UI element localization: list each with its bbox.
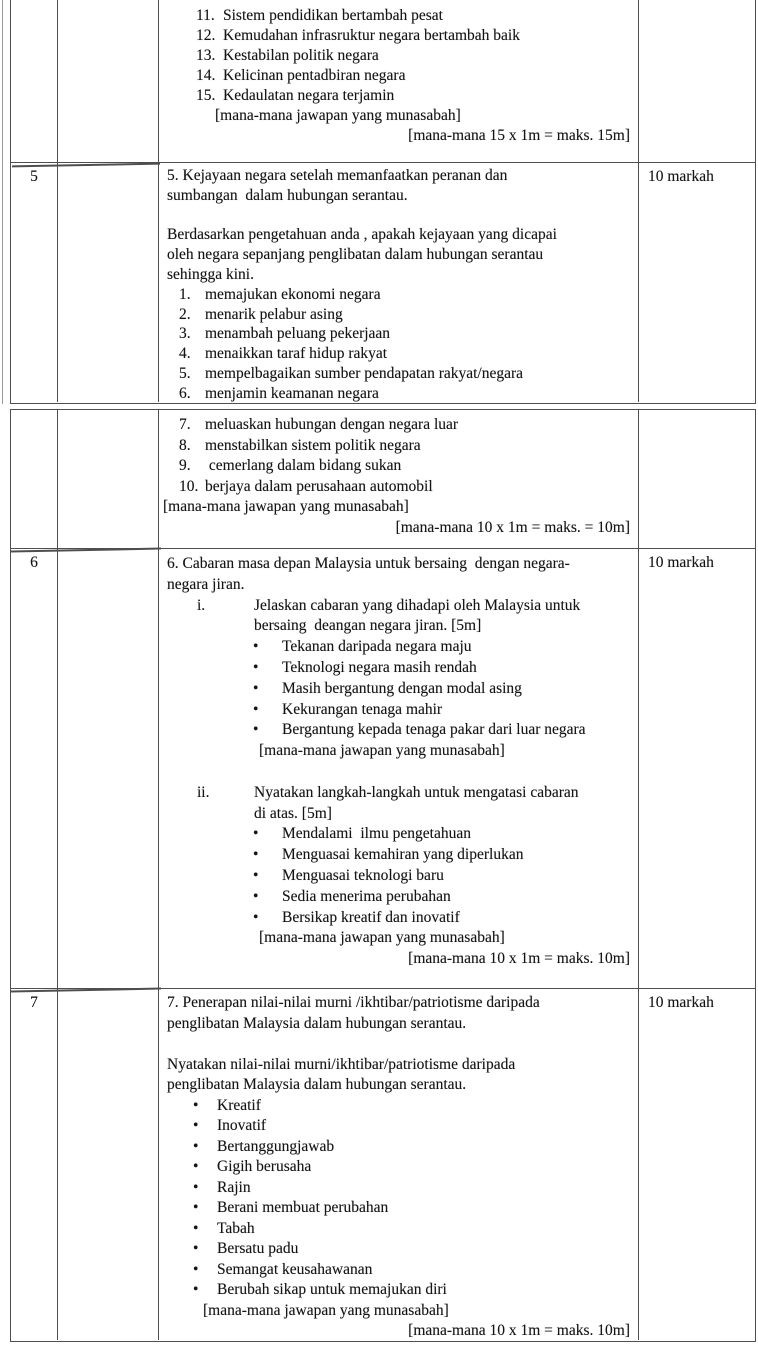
text-line (159, 637, 638, 658)
line-text: Teknologi negara masih rendah (282, 658, 477, 676)
answer-content-cell (159, 549, 639, 988)
line-text: menjamin keamanan negara (205, 384, 379, 402)
list-number-marker: 7. (179, 416, 191, 433)
blank-cell (58, 989, 159, 1340)
marks-cell (639, 0, 755, 162)
line-text: Sedia menerima perubahan (282, 887, 451, 905)
bullet-marker: • (193, 1281, 199, 1298)
text-line (159, 324, 638, 344)
list-number-marker: 12. (196, 27, 216, 44)
text-line (159, 1239, 638, 1260)
text-line: penglibatan Malaysia dalam hubungan serantau. (167, 1076, 467, 1093)
text-line (159, 700, 638, 721)
bullet-marker: • (193, 1240, 199, 1257)
line-text: Berubah sikap untuk memajukan diri (217, 1281, 447, 1298)
blank-line (159, 206, 638, 226)
line-text: menarik pelabur asing (205, 305, 343, 323)
text-line (159, 86, 638, 106)
line-text: Gigih berusaha (217, 1158, 312, 1175)
list-number-marker: 10. (179, 477, 199, 495)
line-text: Tekanan daripada negara maju (282, 638, 472, 656)
text-line (159, 845, 638, 866)
list-number-marker: 15. (196, 87, 216, 104)
text-line (159, 596, 638, 617)
text-line: [mana-mana jawapan yang munasabah] (259, 929, 505, 947)
line-text: Mendalami ilmu pengetahuan (282, 825, 471, 843)
text-line: Berdasarkan pengetahuan anda , apakah kejayaan yang dicapai (167, 226, 557, 244)
bullet-marker: • (253, 721, 259, 739)
bullet-marker: • (253, 658, 259, 676)
text-line: 7. Penerapan nilai-nilai murni /ikhtibar/patriotisme daripada (167, 994, 540, 1011)
marks-cell: 10 markah (648, 994, 714, 1011)
blank-cell (58, 410, 159, 548)
bullet-marker: • (193, 1096, 199, 1114)
line-text: Sistem pendidikan bertambah pesat (223, 7, 443, 24)
text-line (159, 679, 638, 700)
marks-cell (639, 410, 755, 548)
text-line: 6. Cabaran masa depan Malaysia untuk bersaing dengan negara- (167, 555, 570, 572)
question-number-cell: 5 (11, 163, 58, 402)
text-line (159, 887, 638, 908)
list-number-marker: 6. (179, 384, 191, 402)
list-number-marker: 1. (179, 285, 191, 303)
line-text: Tabah (217, 1219, 255, 1237)
answer-content-cell (159, 0, 639, 162)
line-text: Berani membuat perubahan (217, 1199, 389, 1216)
text-line (159, 364, 638, 384)
marks-cell: 10 markah (648, 168, 714, 185)
list-number-marker: 2. (179, 305, 191, 323)
bullet-marker: • (193, 1178, 199, 1196)
line-text: Kelicinan pentadbiran negara (223, 67, 406, 84)
line-text: mempelbagaikan sumber pendapatan rakyat/negara (205, 364, 524, 382)
line-text: Jelaskan cabaran yang dihadapi oleh Malaysia untuk (254, 596, 581, 614)
table-row-question7 (11, 989, 755, 1340)
answer-scheme-table-part-1 (10, 0, 756, 404)
line-text: Semangat keusahawanan (217, 1260, 373, 1278)
question-number-cell: 6 (11, 549, 58, 988)
line-text: Kekurangan tenaga mahir (282, 700, 443, 718)
bullet-marker: • (193, 1117, 199, 1134)
line-text: menambah peluang pekerjaan (205, 325, 391, 343)
text-line (159, 415, 638, 436)
text-line (159, 1096, 638, 1117)
line-text: Nyatakan langkah-langkah untuk mengatasi cabaran (254, 783, 579, 801)
answer-content-cell (159, 410, 639, 548)
page-scan-edge-artifact (2, 0, 3, 404)
line-text: Kreatif (217, 1096, 261, 1114)
text-line: sumbangan dalam hubungan serantau. (167, 186, 408, 204)
text-line: sehingga kini. (167, 265, 254, 283)
text-line: bersaing deangan negara jiran. [5m] (254, 617, 482, 635)
text-line: [mana-mana 10 x 1m = maks. = 10m] (395, 518, 630, 536)
text-line (159, 456, 638, 477)
list-number-marker: 9. (179, 457, 191, 475)
text-line (159, 384, 638, 403)
text-line (159, 1137, 638, 1158)
list-number-marker: 8. (179, 436, 191, 454)
blank-line (159, 762, 638, 783)
line-text: Kemudahan infrasruktur negara bertambah baik (223, 27, 520, 44)
text-line (159, 26, 638, 46)
line-text: Kedaulatan negara terjamin (223, 87, 395, 104)
table-row-question6 (11, 549, 755, 989)
list-number-marker: 4. (179, 345, 191, 363)
text-line (159, 824, 638, 845)
question-number-cell (11, 410, 58, 548)
text-line (159, 1280, 638, 1301)
line-text: Masih bergantung dengan modal asing (282, 679, 522, 697)
line-text: Menguasai teknologi baru (282, 866, 444, 884)
text-line: oleh negara sepanjang penglibatan dalam hubungan serantau (167, 246, 544, 264)
answer-content-cell (159, 163, 639, 402)
text-line (159, 658, 638, 679)
bullet-marker: • (253, 638, 259, 656)
bullet-marker: • (193, 1137, 199, 1155)
table-row-question5 (11, 163, 755, 402)
text-line (159, 783, 638, 804)
marks-cell: 10 markah (648, 554, 714, 571)
text-line: penglibatan Malaysia dalam hubungan serantau. (167, 1014, 467, 1032)
bullet-marker: • (193, 1219, 199, 1237)
text-line (159, 1178, 638, 1199)
list-number-marker: 5. (179, 364, 191, 382)
text-line (159, 1219, 638, 1240)
bullet-marker: • (253, 908, 259, 926)
text-line: [mana-mana jawapan yang munasabah] (163, 498, 409, 516)
list-number-marker: ii. (197, 783, 210, 801)
text-line (159, 1157, 638, 1178)
text-line (159, 866, 638, 887)
line-text: Bersatu padu (217, 1240, 299, 1257)
text-line: negara jiran. (167, 575, 245, 593)
text-line (159, 1116, 638, 1137)
text-line (159, 285, 638, 305)
bullet-marker: • (253, 679, 259, 697)
blank-cell (58, 163, 159, 402)
table-row-question5-continued (11, 410, 755, 549)
bullet-marker: • (253, 887, 259, 905)
line-text: berjaya dalam perusahaan automobil (205, 477, 433, 495)
list-number-marker: 13. (196, 47, 216, 64)
bullet-marker: • (193, 1158, 199, 1175)
bullet-marker: • (253, 846, 259, 864)
text-line (159, 477, 638, 498)
bullet-marker: • (253, 700, 259, 718)
answer-content-cell (159, 989, 639, 1340)
text-line (159, 1198, 638, 1219)
line-text: menaikkan taraf hidup rakyat (205, 345, 388, 363)
list-number-marker: i. (197, 596, 206, 614)
line-text: Menguasai kemahiran yang diperlukan (282, 846, 524, 864)
text-line: 5. Kejayaan negara setelah memanfaatkan peranan dan (167, 167, 508, 184)
line-text: Kestabilan politik negara (223, 47, 379, 64)
text-line (159, 436, 638, 457)
blank-cell (58, 549, 159, 988)
line-text: Bersikap kreatif dan inovatif (282, 908, 460, 926)
line-text: Bergantung kepada tenaga pakar dari luar negara (282, 721, 586, 739)
line-text: menstabilkan sistem politik negara (205, 436, 421, 454)
bullet-marker: • (193, 1260, 199, 1278)
text-line (159, 908, 638, 929)
text-line: [mana-mana jawapan yang munasabah] (215, 107, 461, 124)
blank-cell (58, 0, 159, 162)
question-number-cell: 7 (11, 989, 58, 1340)
list-number-marker: 11. (196, 7, 215, 24)
list-number-marker: 3. (179, 325, 191, 343)
bullet-marker: • (193, 1199, 199, 1216)
line-text: meluaskan hubungan dengan negara luar (205, 416, 459, 433)
text-line (159, 305, 638, 325)
bullet-marker: • (253, 866, 259, 884)
text-line (159, 720, 638, 741)
line-text: Inovatif (217, 1117, 267, 1134)
bullet-marker: • (253, 825, 259, 843)
text-line (159, 1260, 638, 1281)
text-line: Nyatakan nilai-nilai murni/ikhtibar/patriotisme daripada (167, 1055, 516, 1073)
text-line: [mana-mana jawapan yang munasabah] (259, 742, 505, 760)
text-line (159, 66, 638, 86)
line-text: memajukan ekonomi negara (205, 285, 381, 303)
line-text: Rajin (217, 1178, 251, 1196)
table-row-question4-continued (11, 0, 755, 163)
text-line: [mana-mana 10 x 1m = maks. 10m] (408, 950, 630, 968)
text-line (159, 6, 638, 26)
line-text: cemerlang dalam bidang sukan (205, 457, 402, 475)
blank-line (159, 1034, 638, 1055)
text-line: di atas. [5m] (254, 804, 332, 822)
text-line: [mana-mana jawapan yang munasabah] (203, 1301, 449, 1319)
list-number-marker: 14. (196, 67, 216, 84)
question-number-cell (11, 0, 58, 162)
text-line (159, 46, 638, 66)
text-line: [mana-mana 15 x 1m = maks. 15m] (408, 127, 630, 144)
text-line: [mana-mana 10 x 1m = maks. 10m] (408, 1322, 630, 1339)
text-line (159, 344, 638, 364)
line-text: Bertanggungjawab (217, 1137, 335, 1155)
